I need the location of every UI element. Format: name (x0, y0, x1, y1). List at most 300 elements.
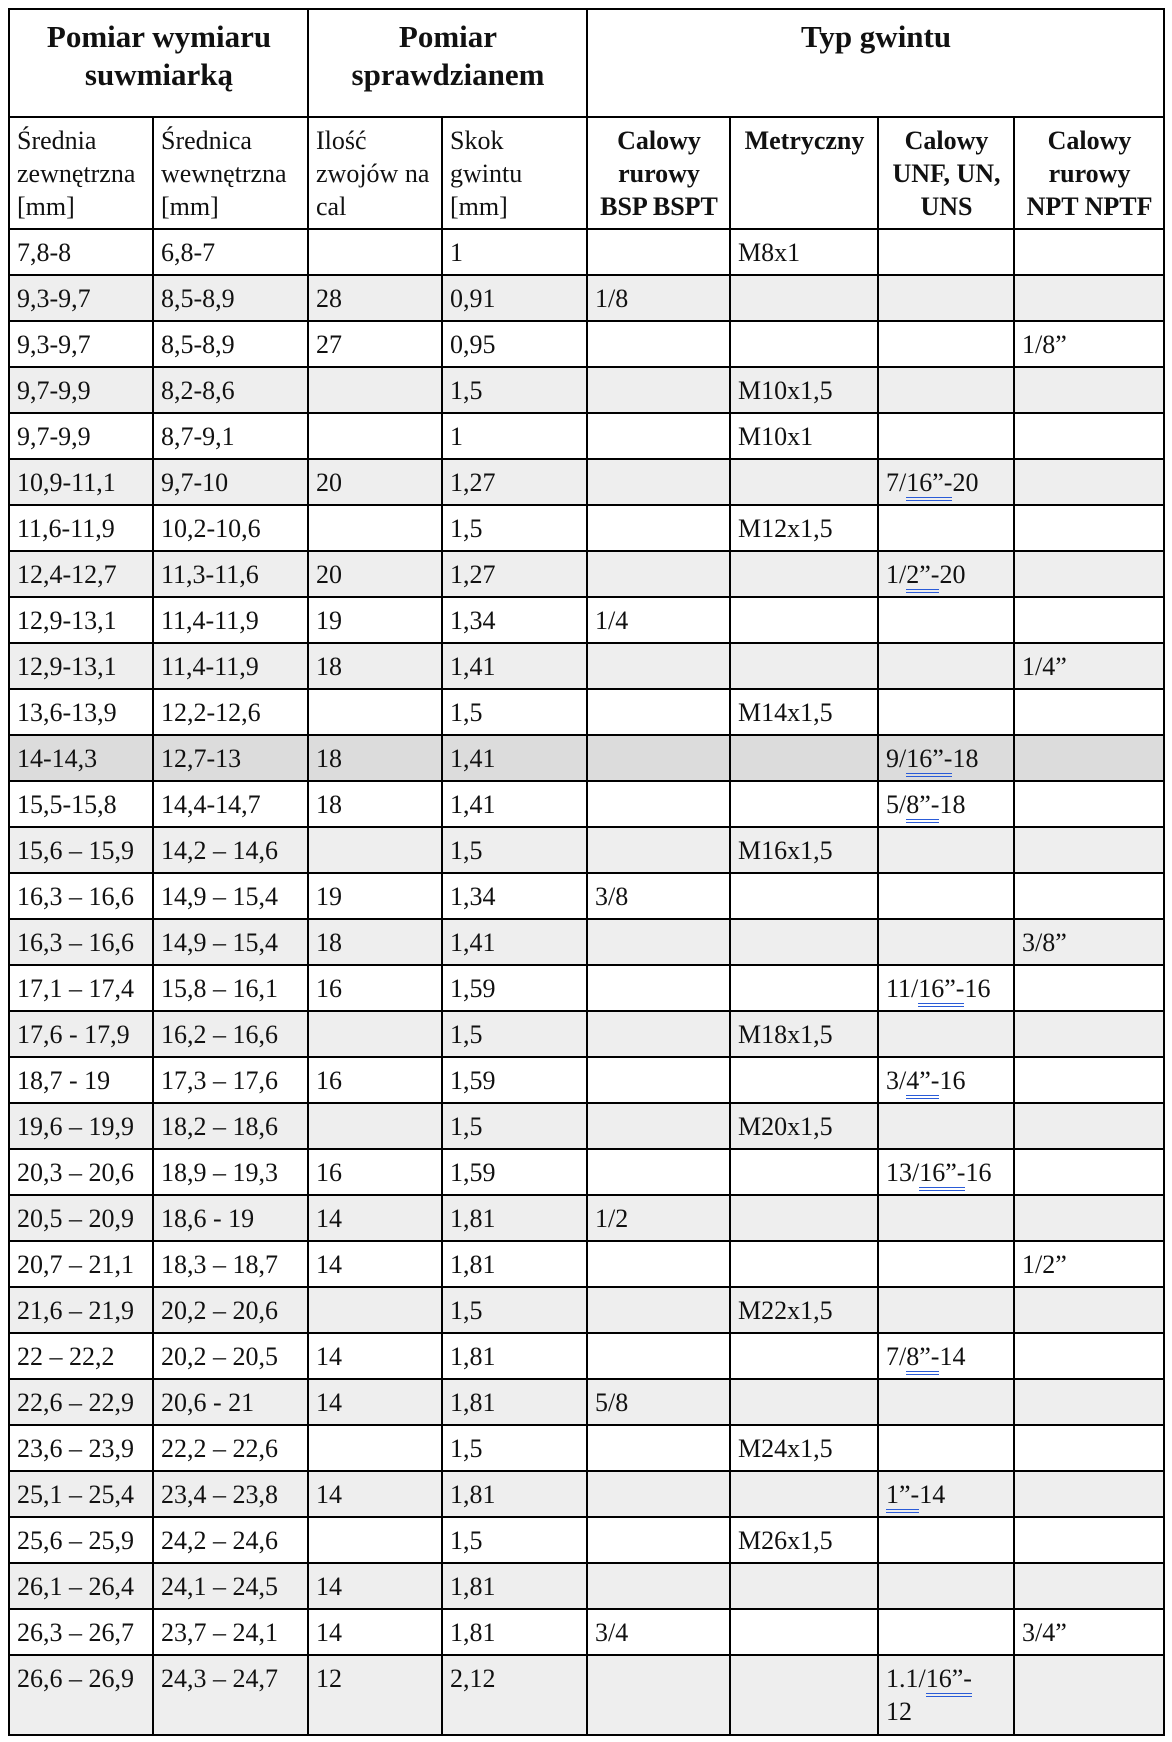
metric-cell: M14x1,5 (730, 689, 878, 735)
bsp-cell (587, 643, 730, 689)
tpi-cell (308, 689, 442, 735)
pitch-cell: 1,27 (442, 551, 587, 597)
pitch-cell: 1,81 (442, 1241, 587, 1287)
unf-size-text: 1.1/ (886, 1664, 926, 1693)
table-row (9, 1103, 1164, 1149)
outer-diameter-cell: 25,6 – 25,9 (9, 1517, 153, 1563)
npt-cell (1014, 459, 1164, 505)
unf-cell (878, 505, 1014, 551)
pitch-cell: 1,5 (442, 1517, 587, 1563)
unf-denominator-text: 16”- (918, 974, 964, 1007)
bsp-cell (587, 1011, 730, 1057)
inner-diameter-cell: 23,7 – 24,1 (153, 1609, 308, 1655)
pitch-cell: 1,41 (442, 781, 587, 827)
table-row (9, 689, 1164, 735)
metric-cell: M24x1,5 (730, 1425, 878, 1471)
unf-header: Calowy UNF, UN, UNS (878, 117, 1014, 229)
outer-diameter-cell: 19,6 – 19,9 (9, 1103, 153, 1149)
pitch-cell: 1,5 (442, 1103, 587, 1149)
bsp-cell (587, 505, 730, 551)
metric-cell (730, 551, 878, 597)
unf-cell (878, 1655, 1014, 1735)
thread-type-group-header: Typ gwintu (587, 9, 1164, 117)
tpi-cell (308, 1287, 442, 1333)
table-row (9, 1241, 1164, 1287)
unf-cell (878, 1103, 1014, 1149)
unf-cell (878, 413, 1014, 459)
inner-diameter-cell: 8,7-9,1 (153, 413, 308, 459)
thread-table-container (8, 8, 1165, 1736)
bsp-header: Calowy rurowy BSP BSPT (587, 117, 730, 229)
unf-tpi-text: 14 (939, 1342, 966, 1371)
npt-header: Calowy rurowy NPT NPTF (1014, 117, 1164, 229)
bsp-cell (587, 1517, 730, 1563)
inner-diameter-cell: 18,3 – 18,7 (153, 1241, 308, 1287)
npt-cell (1014, 1655, 1164, 1735)
npt-cell (1014, 229, 1164, 275)
unf-size-text: 3/ (886, 1066, 907, 1095)
bsp-cell: 1/4 (587, 597, 730, 643)
tpi-cell (308, 229, 442, 275)
bsp-cell (587, 1103, 730, 1149)
inner-diameter-cell: 18,6 - 19 (153, 1195, 308, 1241)
table-row (9, 321, 1164, 367)
table-row (9, 229, 1164, 275)
metric-cell (730, 1333, 878, 1379)
bsp-cell: 3/8 (587, 873, 730, 919)
tpi-cell: 20 (308, 459, 442, 505)
tpi-cell: 16 (308, 1149, 442, 1195)
table-row (9, 965, 1164, 1011)
unf-denominator-text: 16”- (919, 1158, 965, 1191)
bsp-cell: 1/2 (587, 1195, 730, 1241)
pitch-cell: 1 (442, 229, 587, 275)
inner-diameter-cell: 20,2 – 20,5 (153, 1333, 308, 1379)
unf-denominator-text: 16”- (926, 1664, 972, 1697)
pitch-cell: 1,59 (442, 1149, 587, 1195)
pitch-cell: 1,81 (442, 1471, 587, 1517)
npt-cell (1014, 689, 1164, 735)
table-row (9, 1011, 1164, 1057)
npt-cell (1014, 367, 1164, 413)
inner-diameter-cell: 12,7-13 (153, 735, 308, 781)
bsp-cell (587, 321, 730, 367)
pitch-cell: 1,41 (442, 643, 587, 689)
unf-cell (878, 1609, 1014, 1655)
unf-cell (878, 551, 1014, 597)
unf-tpi-text: 14 (919, 1480, 946, 1509)
outer-diameter-cell: 10,9-11,1 (9, 459, 153, 505)
unf-cell (878, 919, 1014, 965)
table-row (9, 1333, 1164, 1379)
outer-diameter-header: Średnia zewnętrzna [mm] (9, 117, 153, 229)
npt-cell (1014, 275, 1164, 321)
unf-size-text: 7/ (886, 468, 907, 497)
tpi-cell: 18 (308, 643, 442, 689)
metric-cell (730, 919, 878, 965)
tpi-cell: 16 (308, 1057, 442, 1103)
outer-diameter-cell: 12,4-12,7 (9, 551, 153, 597)
inner-diameter-cell: 12,2-12,6 (153, 689, 308, 735)
inner-diameter-cell: 6,8-7 (153, 229, 308, 275)
npt-cell (1014, 1517, 1164, 1563)
unf-cell (878, 1333, 1014, 1379)
bsp-cell (587, 1425, 730, 1471)
unf-tpi-text: 16 (964, 974, 991, 1003)
tpi-cell: 18 (308, 919, 442, 965)
pitch-header: Skok gwintu [mm] (442, 117, 587, 229)
outer-diameter-cell: 17,6 - 17,9 (9, 1011, 153, 1057)
bsp-cell (587, 413, 730, 459)
unf-tpi-text: 16 (939, 1066, 966, 1095)
bsp-cell (587, 1471, 730, 1517)
unf-cell (878, 1563, 1014, 1609)
unf-tpi-text: 18 (952, 744, 979, 773)
unf-denominator-text: 8”- (906, 1342, 939, 1375)
pitch-cell: 1,81 (442, 1379, 587, 1425)
pitch-cell: 1,41 (442, 919, 587, 965)
unf-tpi-text: 12 (886, 1697, 912, 1726)
inner-diameter-cell: 18,9 – 19,3 (153, 1149, 308, 1195)
table-row (9, 1195, 1164, 1241)
metric-cell (730, 965, 878, 1011)
unf-tpi-text: 20 (952, 468, 979, 497)
unf-denominator-text: 4”- (906, 1066, 939, 1099)
table-row (9, 1057, 1164, 1103)
metric-cell (730, 1195, 878, 1241)
tpi-cell: 16 (308, 965, 442, 1011)
metric-cell: M16x1,5 (730, 827, 878, 873)
tpi-cell: 14 (308, 1333, 442, 1379)
inner-diameter-cell: 22,2 – 22,6 (153, 1425, 308, 1471)
unf-cell (878, 1379, 1014, 1425)
unf-cell (878, 321, 1014, 367)
table-row (9, 1563, 1164, 1609)
npt-cell: 1/8” (1014, 321, 1164, 367)
metric-cell (730, 1563, 878, 1609)
metric-cell (730, 459, 878, 505)
tpi-cell (308, 1103, 442, 1149)
outer-diameter-cell: 16,3 – 16,6 (9, 919, 153, 965)
outer-diameter-cell: 7,8-8 (9, 229, 153, 275)
inner-diameter-cell: 8,2-8,6 (153, 367, 308, 413)
tpi-cell (308, 413, 442, 459)
outer-diameter-cell: 18,7 - 19 (9, 1057, 153, 1103)
bsp-cell: 3/4 (587, 1609, 730, 1655)
pitch-cell: 1,81 (442, 1563, 587, 1609)
unf-cell (878, 1011, 1014, 1057)
metric-cell (730, 275, 878, 321)
metric-cell: M12x1,5 (730, 505, 878, 551)
unf-cell (878, 827, 1014, 873)
npt-cell (1014, 1103, 1164, 1149)
tpi-cell: 14 (308, 1609, 442, 1655)
inner-diameter-header: Średnica wewnętrzna [mm] (153, 117, 308, 229)
pitch-cell: 1,5 (442, 689, 587, 735)
inner-diameter-cell: 10,2-10,6 (153, 505, 308, 551)
npt-cell: 3/4” (1014, 1609, 1164, 1655)
npt-cell (1014, 873, 1164, 919)
unf-cell (878, 229, 1014, 275)
table-row (9, 1517, 1164, 1563)
metric-cell (730, 597, 878, 643)
table-row (9, 873, 1164, 919)
table-row (9, 597, 1164, 643)
unf-size-text: 13/ (886, 1158, 920, 1187)
bsp-cell (587, 1333, 730, 1379)
unf-size-text: 5/ (886, 790, 907, 819)
inner-diameter-cell: 11,3-11,6 (153, 551, 308, 597)
unf-cell (878, 873, 1014, 919)
inner-diameter-cell: 14,4-14,7 (153, 781, 308, 827)
inner-diameter-cell: 20,6 - 21 (153, 1379, 308, 1425)
thread-size-table (8, 8, 1165, 1736)
tpi-cell (308, 505, 442, 551)
outer-diameter-cell: 20,7 – 21,1 (9, 1241, 153, 1287)
inner-diameter-cell: 9,7-10 (153, 459, 308, 505)
outer-diameter-cell: 21,6 – 21,9 (9, 1287, 153, 1333)
npt-cell (1014, 735, 1164, 781)
pitch-cell: 1,5 (442, 1011, 587, 1057)
npt-cell (1014, 1425, 1164, 1471)
unf-denominator-text: 16”- (906, 468, 952, 501)
unf-cell (878, 1471, 1014, 1517)
pitch-cell: 1,27 (442, 459, 587, 505)
table-row (9, 1379, 1164, 1425)
unf-size-text: 1/ (886, 560, 907, 589)
inner-diameter-cell: 17,3 – 17,6 (153, 1057, 308, 1103)
npt-cell (1014, 1471, 1164, 1517)
outer-diameter-cell: 12,9-13,1 (9, 643, 153, 689)
outer-diameter-cell: 20,5 – 20,9 (9, 1195, 153, 1241)
tpi-cell: 19 (308, 597, 442, 643)
metric-cell (730, 1655, 878, 1735)
bsp-cell (587, 229, 730, 275)
tpi-cell: 14 (308, 1471, 442, 1517)
tpi-cell: 18 (308, 781, 442, 827)
table-row (9, 735, 1164, 781)
tpi-cell (308, 367, 442, 413)
inner-diameter-cell: 24,2 – 24,6 (153, 1517, 308, 1563)
pitch-cell: 1,5 (442, 1425, 587, 1471)
inner-diameter-cell: 14,9 – 15,4 (153, 873, 308, 919)
outer-diameter-cell: 14-14,3 (9, 735, 153, 781)
table-row (9, 1609, 1164, 1655)
table-row (9, 275, 1164, 321)
table-row (9, 1287, 1164, 1333)
bsp-cell (587, 1057, 730, 1103)
metric-cell: M10x1,5 (730, 367, 878, 413)
metric-cell (730, 321, 878, 367)
tpi-cell (308, 1425, 442, 1471)
table-row (9, 505, 1164, 551)
unf-cell (878, 367, 1014, 413)
bsp-cell (587, 1241, 730, 1287)
unf-cell (878, 1517, 1014, 1563)
pitch-cell: 1,34 (442, 873, 587, 919)
npt-cell (1014, 781, 1164, 827)
caliper-group-header: Pomiar wymiaru suwmiarką (9, 9, 308, 117)
metric-cell (730, 643, 878, 689)
npt-cell: 1/4” (1014, 643, 1164, 689)
pitch-cell: 1,41 (442, 735, 587, 781)
unf-cell (878, 735, 1014, 781)
bsp-cell (587, 781, 730, 827)
bsp-cell (587, 965, 730, 1011)
outer-diameter-cell: 15,6 – 15,9 (9, 827, 153, 873)
inner-diameter-cell: 11,4-11,9 (153, 643, 308, 689)
metric-cell (730, 1609, 878, 1655)
unf-tpi-text: 20 (939, 560, 966, 589)
pitch-cell: 1,81 (442, 1195, 587, 1241)
outer-diameter-cell: 11,6-11,9 (9, 505, 153, 551)
pitch-cell: 0,95 (442, 321, 587, 367)
outer-diameter-cell: 17,1 – 17,4 (9, 965, 153, 1011)
npt-cell: 3/8” (1014, 919, 1164, 965)
metric-cell (730, 1057, 878, 1103)
npt-cell (1014, 413, 1164, 459)
inner-diameter-cell: 24,1 – 24,5 (153, 1563, 308, 1609)
unf-tpi-text: 18 (939, 790, 966, 819)
bsp-cell: 5/8 (587, 1379, 730, 1425)
table-row (9, 1149, 1164, 1195)
gauge-group-header: Pomiar sprawdzianem (308, 9, 587, 117)
tpi-cell: 14 (308, 1379, 442, 1425)
tpi-header: Ilość zwojów na cal (308, 117, 442, 229)
pitch-cell: 1,59 (442, 1057, 587, 1103)
bsp-cell (587, 367, 730, 413)
table-row (9, 459, 1164, 505)
tpi-cell (308, 827, 442, 873)
pitch-cell: 1,5 (442, 367, 587, 413)
bsp-cell: 1/8 (587, 275, 730, 321)
tpi-cell: 14 (308, 1563, 442, 1609)
group-header-row (9, 9, 1164, 117)
unf-cell (878, 1425, 1014, 1471)
metric-cell (730, 1149, 878, 1195)
inner-diameter-cell: 15,8 – 16,1 (153, 965, 308, 1011)
pitch-cell: 1,81 (442, 1333, 587, 1379)
pitch-cell: 0,91 (442, 275, 587, 321)
outer-diameter-cell: 20,3 – 20,6 (9, 1149, 153, 1195)
metric-cell (730, 1241, 878, 1287)
bsp-cell (587, 827, 730, 873)
tpi-cell: 20 (308, 551, 442, 597)
npt-cell (1014, 505, 1164, 551)
sub-header-row (9, 117, 1164, 229)
table-row (9, 413, 1164, 459)
outer-diameter-cell: 23,6 – 23,9 (9, 1425, 153, 1471)
metric-cell (730, 781, 878, 827)
unf-cell (878, 781, 1014, 827)
tpi-cell: 12 (308, 1655, 442, 1735)
bsp-cell (587, 459, 730, 505)
unf-denominator-text: 16”- (906, 744, 952, 777)
outer-diameter-cell: 9,7-9,9 (9, 367, 153, 413)
unf-size-text: 7/ (886, 1342, 907, 1371)
outer-diameter-cell: 9,3-9,7 (9, 275, 153, 321)
pitch-cell: 1,5 (442, 505, 587, 551)
bsp-cell (587, 735, 730, 781)
outer-diameter-cell: 12,9-13,1 (9, 597, 153, 643)
unf-cell (878, 1287, 1014, 1333)
npt-cell (1014, 1563, 1164, 1609)
table-row (9, 367, 1164, 413)
table-row (9, 1655, 1164, 1735)
pitch-cell: 1,5 (442, 1287, 587, 1333)
table-row (9, 1471, 1164, 1517)
npt-cell (1014, 551, 1164, 597)
unf-cell (878, 965, 1014, 1011)
unf-cell (878, 1057, 1014, 1103)
tpi-cell: 28 (308, 275, 442, 321)
tpi-cell: 27 (308, 321, 442, 367)
tpi-cell: 18 (308, 735, 442, 781)
pitch-cell: 1 (442, 413, 587, 459)
table-row (9, 919, 1164, 965)
unf-denominator-text: 8”- (906, 790, 939, 823)
npt-cell (1014, 1287, 1164, 1333)
pitch-cell: 1,34 (442, 597, 587, 643)
inner-diameter-cell: 16,2 – 16,6 (153, 1011, 308, 1057)
metric-cell (730, 1471, 878, 1517)
table-row (9, 551, 1164, 597)
bsp-cell (587, 1563, 730, 1609)
inner-diameter-cell: 8,5-8,9 (153, 321, 308, 367)
inner-diameter-cell: 11,4-11,9 (153, 597, 308, 643)
bsp-cell (587, 551, 730, 597)
inner-diameter-cell: 14,2 – 14,6 (153, 827, 308, 873)
unf-cell (878, 1149, 1014, 1195)
metric-cell: M26x1,5 (730, 1517, 878, 1563)
table-body (9, 229, 1164, 1735)
metric-cell: M20x1,5 (730, 1103, 878, 1149)
inner-diameter-cell: 23,4 – 23,8 (153, 1471, 308, 1517)
metric-header: Metryczny (730, 117, 878, 229)
inner-diameter-cell: 24,3 – 24,7 (153, 1655, 308, 1735)
pitch-cell: 2,12 (442, 1655, 587, 1735)
outer-diameter-cell: 26,1 – 26,4 (9, 1563, 153, 1609)
bsp-cell (587, 919, 730, 965)
npt-cell: 1/2” (1014, 1241, 1164, 1287)
unf-size-text: 11/ (886, 974, 919, 1003)
bsp-cell (587, 689, 730, 735)
outer-diameter-cell: 9,7-9,9 (9, 413, 153, 459)
inner-diameter-cell: 20,2 – 20,6 (153, 1287, 308, 1333)
npt-cell (1014, 1149, 1164, 1195)
tpi-cell (308, 1517, 442, 1563)
metric-cell: M18x1,5 (730, 1011, 878, 1057)
unf-cell (878, 1195, 1014, 1241)
unf-cell (878, 597, 1014, 643)
outer-diameter-cell: 16,3 – 16,6 (9, 873, 153, 919)
tpi-cell: 14 (308, 1195, 442, 1241)
npt-cell (1014, 1195, 1164, 1241)
outer-diameter-cell: 26,3 – 26,7 (9, 1609, 153, 1655)
metric-cell (730, 873, 878, 919)
npt-cell (1014, 827, 1164, 873)
outer-diameter-cell: 9,3-9,7 (9, 321, 153, 367)
tpi-cell (308, 1011, 442, 1057)
unf-cell (878, 643, 1014, 689)
unf-cell (878, 275, 1014, 321)
outer-diameter-cell: 15,5-15,8 (9, 781, 153, 827)
outer-diameter-cell: 13,6-13,9 (9, 689, 153, 735)
npt-cell (1014, 1379, 1164, 1425)
npt-cell (1014, 1057, 1164, 1103)
inner-diameter-cell: 8,5-8,9 (153, 275, 308, 321)
pitch-cell: 1,5 (442, 827, 587, 873)
